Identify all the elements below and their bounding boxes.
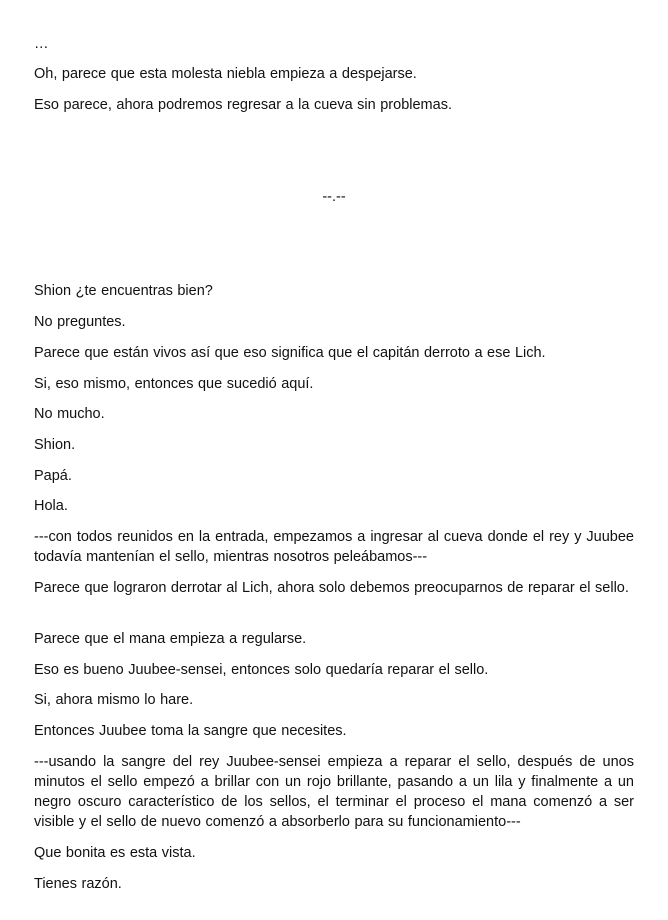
paragraph: Eso es bueno Juubee-sensei, entonces solo quedaría reparar el sello.	[34, 662, 489, 678]
paragraph: Oh, parece que esta molesta niebla empieza a despejarse.	[34, 66, 417, 82]
paragraph: Hola.	[34, 498, 68, 514]
paragraph: No mucho.	[34, 406, 105, 422]
narration-paragraph: ---con todos reunidos en la entrada, empezamos a ingresar al cueva donde el rey y Juubee todavía mantenían el sello, mientras nosotros peleábamos---	[34, 529, 634, 565]
paragraph: Entonces Juubee toma la sangre que necesites.	[34, 723, 347, 739]
paragraph: Shion ¿te encuentras bien?	[34, 283, 213, 299]
paragraph: Eso parece, ahora podremos regresar a la cueva sin problemas.	[34, 97, 452, 113]
paragraph: Que bonita es esta vista.	[34, 845, 196, 861]
paragraph: Si, eso mismo, entonces que sucedió aquí.	[34, 376, 314, 392]
ellipsis-line: …	[34, 36, 49, 52]
paragraph: Tienes razón.	[34, 876, 122, 892]
paragraph: Papá.	[34, 468, 72, 484]
paragraph: Parece que el mana empieza a regularse.	[34, 631, 307, 647]
scene-divider: --.--	[322, 189, 346, 205]
paragraph: No preguntes.	[34, 314, 126, 330]
paragraph: Parece que lograron derrotar al Lich, ahora solo debemos preocuparnos de reparar el sello.	[34, 580, 629, 596]
paragraph: Si, ahora mismo lo hare.	[34, 692, 194, 708]
narration-paragraph: ---usando la sangre del rey Juubee-sensei empieza a reparar el sello, después de unos minutos el sello empezó a brillar con un rojo brillante, pasando a un lila y finalmente a un negro oscuro característico de los sellos, el terminar el proceso el mana comenzó a ser visible y el sello de nuevo comenzó a absorberlo para su funcionamiento---	[34, 754, 634, 830]
paragraph: Parece que están vivos así que eso significa que el capitán derroto a ese Lich.	[34, 345, 546, 361]
paragraph: Shion.	[34, 437, 76, 453]
